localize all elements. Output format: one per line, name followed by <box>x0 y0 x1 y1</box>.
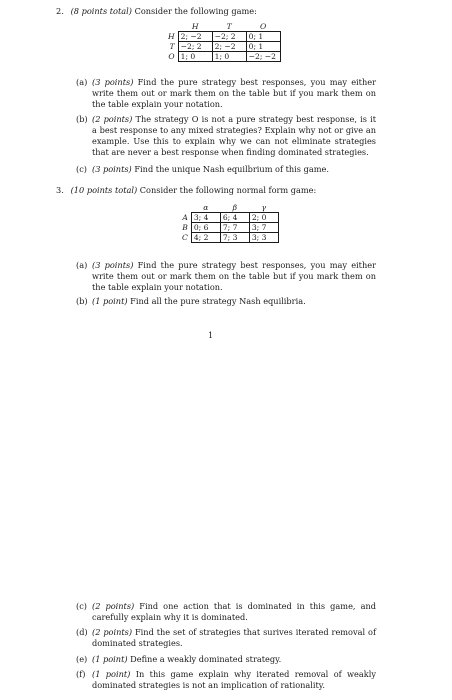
part-label: (f) <box>76 669 86 679</box>
q3-intro: Consider the following normal form game: <box>139 185 317 195</box>
table-row <box>166 42 280 52</box>
q2-header <box>56 6 257 17</box>
payoff-cell: 7; 3 <box>220 233 249 243</box>
payoff-cell: 3; 3 <box>249 233 278 243</box>
part-points: (1 point) <box>92 669 131 679</box>
payoff-cell: 2; 0 <box>249 213 278 223</box>
q3-part-b <box>76 296 376 308</box>
q3-col-header: β <box>232 203 237 212</box>
part-label: (e) <box>76 654 88 664</box>
q3-col-header: α <box>203 203 209 212</box>
q3-row-label: B <box>182 223 188 232</box>
part-label: (b) <box>76 296 88 306</box>
q2-intro: Consider the following game: <box>134 6 257 16</box>
payoff-cell: 0; 1 <box>246 32 280 42</box>
part-label: (d) <box>76 627 88 637</box>
q3-part-d <box>76 627 376 651</box>
q2-points: (8 points total) <box>70 6 132 16</box>
payoff-cell: 1; 0 <box>212 52 246 62</box>
part-points: (3 points) <box>92 260 134 270</box>
part-points: (3 points) <box>92 77 134 87</box>
payoff-cell: 1; 0 <box>178 52 212 62</box>
q3-header <box>56 185 316 196</box>
part-text: In this game explain why iterated removal of weakly dominated strategies is not an implication of rationality. <box>92 669 376 690</box>
payoff-cell: 2; −2 <box>178 32 212 42</box>
table-row <box>180 213 278 223</box>
page-number: 1 <box>208 330 214 340</box>
table-row <box>180 233 278 243</box>
payoff-cell: 4; 2 <box>191 233 220 243</box>
q2-col-header: O <box>260 22 267 31</box>
part-text: Find the unique Nash equilbrium of this game. <box>134 164 329 174</box>
q2-row-label: O <box>168 52 175 61</box>
part-text: Find the set of strategies that surives iterated removal of dominated strategies. <box>92 627 376 648</box>
q2-row-label: H <box>168 32 175 41</box>
payoff-cell: 7; 7 <box>220 223 249 233</box>
table-row <box>166 52 280 62</box>
part-text: Define a weakly dominated strategy. <box>130 654 282 664</box>
part-label: (c) <box>76 164 87 174</box>
q2-part-a <box>76 77 376 111</box>
part-points: (1 point) <box>92 654 128 664</box>
payoff-cell: 0; 6 <box>191 223 220 233</box>
part-text: Find the pure strategy best responses, you may either write them out or mark them on the table but if you mark them on the table explain your notation. <box>92 260 376 292</box>
part-label: (b) <box>76 114 88 124</box>
q3-points: (10 points total) <box>70 185 138 195</box>
q2-part-c <box>76 164 376 176</box>
table-row <box>166 32 280 42</box>
part-text: Find all the pure strategy Nash equilibria. <box>130 296 306 306</box>
payoff-cell: 3; 7 <box>249 223 278 233</box>
part-points: (2 points) <box>92 627 133 637</box>
part-points: (1 point) <box>92 296 128 306</box>
payoff-cell: 6; 4 <box>220 213 249 223</box>
q3-part-f <box>76 669 376 693</box>
part-points: (3 points) <box>92 164 132 174</box>
part-text: The strategy O is not a pure strategy best response, is it a best response to any mixed strategies? Explain why not or give an example. Use this to explain why we can not eliminate strategies that are never a best response when finding dominated strategies. <box>92 114 377 157</box>
q3-row-label: A <box>182 213 188 222</box>
payoff-cell: −2; 2 <box>212 32 246 42</box>
q2-col-header: H <box>191 22 199 31</box>
q3-col-header: γ <box>261 203 267 212</box>
table-row <box>180 223 278 233</box>
q2-game-table <box>166 22 281 62</box>
part-points: (2 points) <box>92 114 133 124</box>
q2-part-b <box>76 114 376 160</box>
q2-row-label: T <box>169 42 175 51</box>
q3-part-c <box>76 601 376 625</box>
q2-number: 2. <box>56 6 64 16</box>
part-label: (a) <box>76 77 88 87</box>
payoff-cell: 3; 4 <box>191 213 220 223</box>
payoff-cell: −2; 2 <box>178 42 212 52</box>
q3-number: 3. <box>56 185 64 195</box>
q3-game-table <box>180 203 279 243</box>
q3-row-label: C <box>182 233 188 242</box>
part-points: (2 points) <box>92 601 135 611</box>
payoff-cell: 0; 1 <box>246 42 280 52</box>
payoff-cell: −2; −2 <box>246 52 280 62</box>
q3-part-e <box>76 654 376 666</box>
part-text: Find one action that is dominated in this game, and carefully explain why it is dominated. <box>92 601 376 622</box>
q3-part-a <box>76 260 376 294</box>
part-label: (c) <box>76 601 87 611</box>
part-label: (a) <box>76 260 88 270</box>
part-text: Find the pure strategy best responses, you may either write them out or mark them on the table but if you mark them on the table explain your notation. <box>92 77 376 109</box>
q2-col-header: T <box>226 22 232 31</box>
payoff-cell: 2; −2 <box>212 42 246 52</box>
